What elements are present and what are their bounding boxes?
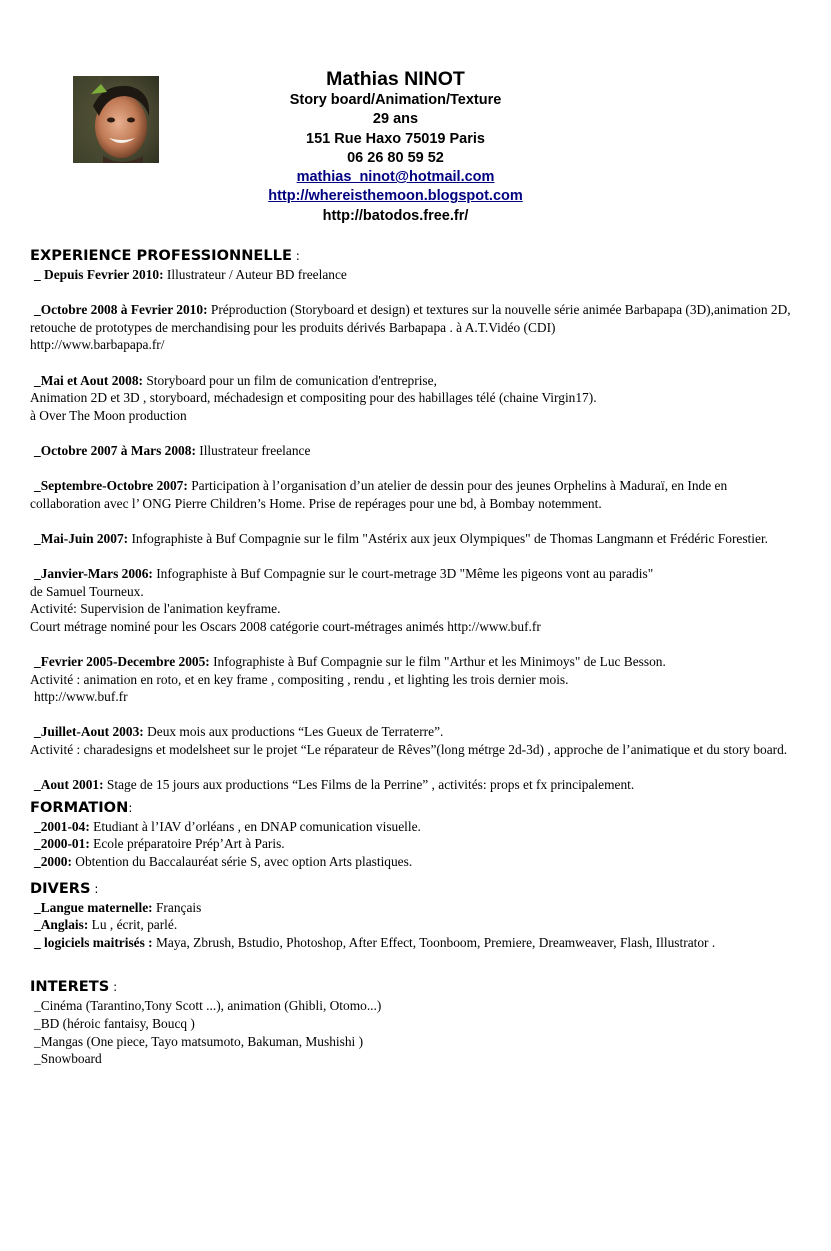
formation-entry-2: _2000-01: Ecole préparatoire Prép’Art à Paris. [34, 836, 285, 852]
experience-entry-6: _Mai-Juin 2007: Infographiste à Buf Compagnie sur le film "Astérix aux jeux Olympiques" de Thomas Langmann et Frédéric Forestier. [34, 530, 769, 546]
divers-entry-2: _Anglais: Lu , écrit, parlé. [34, 917, 178, 933]
experience-entry-3: _Mai et Aout 2008: Storyboard pour un film de comunication d'entreprise, Animation 2D et 3D , storyboard, méchadesign et compositing pour des habillages télé (chaine Virgin17). à Over The Moon production [30, 372, 597, 423]
interest-item: _Snowboard [34, 1051, 102, 1067]
website-url: http://batodos.free.fr/ [322, 207, 469, 224]
job-title: Story board/Animation/Texture [289, 92, 502, 108]
section-title-formation: FORMATION: [30, 798, 133, 816]
divers-entry-3: _ logiciels maitrisés : Maya, Zbrush, Bstudio, Photoshop, After Effect, Toonboom, Premiere, Dreamweaver, Flash, Illustrator . [34, 934, 716, 950]
portrait-image [73, 76, 159, 163]
experience-entry-5: _Septembre-Octobre 2007: Participation à l’organisation d’un atelier de dessin pour des jeunes Orphelins à Maduraï, en Inde en collaboration avec l’ ONG Pierre Children’s Home. Prise de repérages pour une bd, à Bombay notemment. [30, 478, 728, 511]
blog-link[interactable]: http://whereisthemoon.blogspot.com [268, 188, 523, 205]
email-link[interactable]: mathias_ninot@hotmail.com [296, 169, 495, 186]
section-title-experience: EXPERIENCE PROFESSIONNELLE : [30, 247, 300, 264]
experience-entry-9: _Juillet-Aout 2003: Deux mois aux productions “Les Gueux de Terraterre”. Activité : charadesigns et modelsheet sur le projet “Le réparateur de Rêves”(long métrge 2d-3d) , approche de l’animatique et du story board. [30, 724, 788, 758]
experience-entry-4: _Octobre 2007 à Mars 2008: Illustrateur freelance [34, 442, 311, 458]
experience-entry-1: _ Depuis Fevrier 2010: Illustrateur / Auteur BD freelance [34, 267, 347, 282]
experience-entry-10: _Aout 2001: Stage de 15 jours aux productions “Les Films de la Perrine” , activités: props et fx principalement. [34, 777, 635, 793]
experience-entry-7: _Janvier-Mars 2006: Infographiste à Buf Compagnie sur le court-metrage 3D "Même les pigeons vont au paradis" de Samuel Tourneux. Activité: Supervision de l'animation keyframe. Court métrage nominé pour les Oscars 2008 catégorie court-métrages animés http://www.buf.fr [30, 566, 654, 634]
contact-header [190, 67, 601, 226]
experience-entry-2: _Octobre 2008 à Fevrier 2010: Préproduction (Storyboard et design) et textures sur la nouvelle série animée Barbapapa (3D),animation 2D, retouche de prototypes de merchandising pour les produits dérivés Barbapapa . à A.T.Vidéo (CDI) http://www.barbapapa.fr/ [30, 302, 791, 353]
profile-photo [73, 76, 159, 163]
experience-entry-8: _Fevrier 2005-Decembre 2005: Infographiste à Buf Compagnie sur le film "Arthur et les Minimoys" de Luc Besson. Activité : animation en roto, et en key frame , compositing , rendu , et lighting les trois dernier mois. http://www.buf.fr [30, 654, 666, 705]
interest-item: _BD (héroic fantaisy, Boucq ) [34, 1015, 195, 1031]
address: 151 Rue Haxo 75019 Paris [306, 130, 485, 147]
formation-entry-1: _2001-04: Etudiant à l’IAV d’orléans , en DNAP comunication visuelle. [34, 818, 421, 834]
formation-entry-3: _2000: Obtention du Baccalauréat série S, avec option Arts plastiques. [34, 854, 413, 869]
candidate-name: Mathias NINOT [326, 68, 465, 90]
interest-item: _Mangas (One piece, Tayo matsumoto, Bakuman, Mushishi ) [34, 1033, 364, 1049]
section-title-interets: INTERETS : [30, 978, 118, 996]
phone: 06 26 80 59 52 [347, 149, 444, 166]
interest-item: _Cinéma (Tarantino,Tony Scott ...), animation (Ghibli, Otomo...) [34, 998, 382, 1014]
age: 29 ans [372, 111, 419, 128]
section-title-divers: DIVERS : [30, 879, 99, 897]
resume-body [30, 246, 800, 1068]
divers-entry-1: _Langue maternelle: Français [34, 899, 202, 915]
